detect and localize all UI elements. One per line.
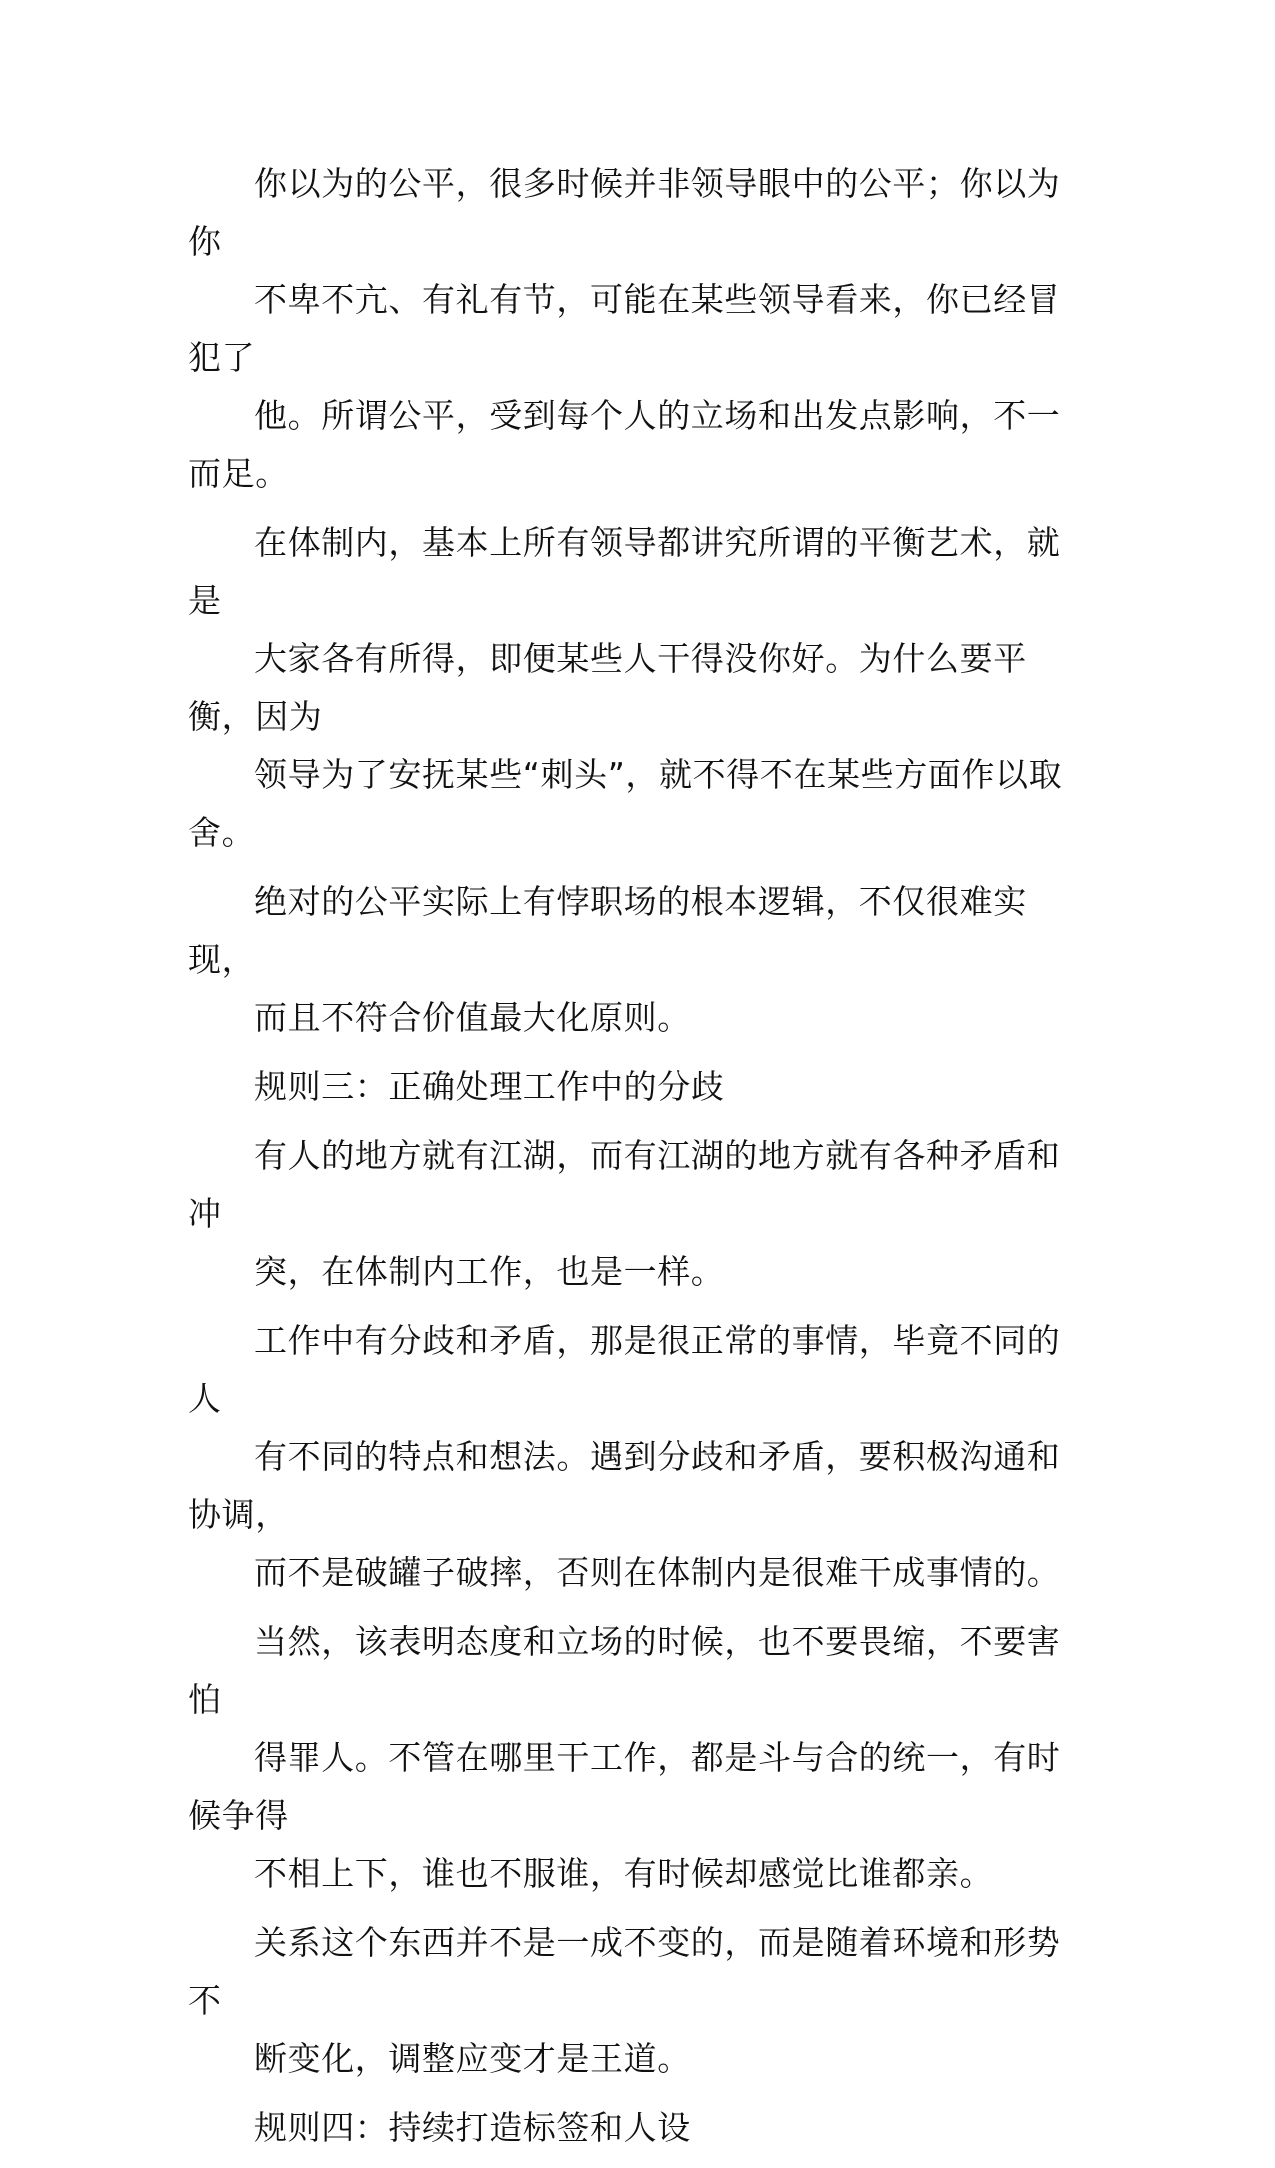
text-line: 他。所谓公平，受到每个人的立场和出发点影响，不一而足。 [188,396,1061,493]
text-line: 关系这个东西并不是一成不变的，而是随着环境和形势不 [188,1923,1061,2020]
text-line: 大家各有所得，即便某些人干得没你好。为什么要平衡，因为 [188,639,1027,736]
section-heading-rule-four [188,2099,1093,2157]
document-body [188,155,1093,2168]
text-line: 有不同的特点和想法。遇到分歧和矛盾，要积极沟通和协调， [188,1437,1061,1534]
text-line: 当然，该表明态度和立场的时候，也不要畏缩，不要害怕 [188,1622,1061,1719]
text-line: 不相上下，谁也不服谁，有时候却感觉比谁都亲。 [254,1854,994,1893]
paragraph [188,514,1093,862]
text-line: 不卑不亢、有礼有节，可能在某些领导看来，你已经冒犯了 [188,280,1061,377]
text-line: 而不是破罐子破摔，否则在体制内是很难干成事情的。 [254,1553,1061,1592]
paragraph [188,1127,1093,1301]
heading-text: 规则四：持续打造标签和人设 [254,2108,691,2147]
paragraph [188,155,1093,503]
text-line: 而且不符合价值最大化原则。 [254,998,691,1037]
section-heading-rule-three [188,1058,1093,1116]
paragraph [188,1914,1093,2088]
text-line: 断变化，调整应变才是王道。 [254,2039,691,2078]
paragraph [188,1613,1093,1903]
paragraph [188,873,1093,1047]
text-line: 你以为的公平，很多时候并非领导眼中的公平；你以为你 [188,164,1061,261]
paragraph [188,1312,1093,1602]
text-line: 在体制内，基本上所有领导都讲究所谓的平衡艺术，就是 [188,523,1061,620]
text-line: 有人的地方就有江湖，而有江湖的地方就有各种矛盾和冲 [188,1136,1061,1233]
text-line: 突，在体制内工作，也是一样。 [254,1252,725,1291]
text-line: 工作中有分歧和矛盾，那是很正常的事情，毕竟不同的人 [188,1321,1061,1418]
text-line: 绝对的公平实际上有悖职场的根本逻辑，不仅很难实现， [188,882,1027,979]
text-line: 得罪人。不管在哪里干工作，都是斗与合的统一，有时候争得 [188,1738,1061,1835]
heading-text: 规则三：正确处理工作中的分歧 [254,1067,725,1106]
text-line: 领导为了安抚某些“刺头”，就不得不在某些方面作以取舍。 [188,755,1063,852]
